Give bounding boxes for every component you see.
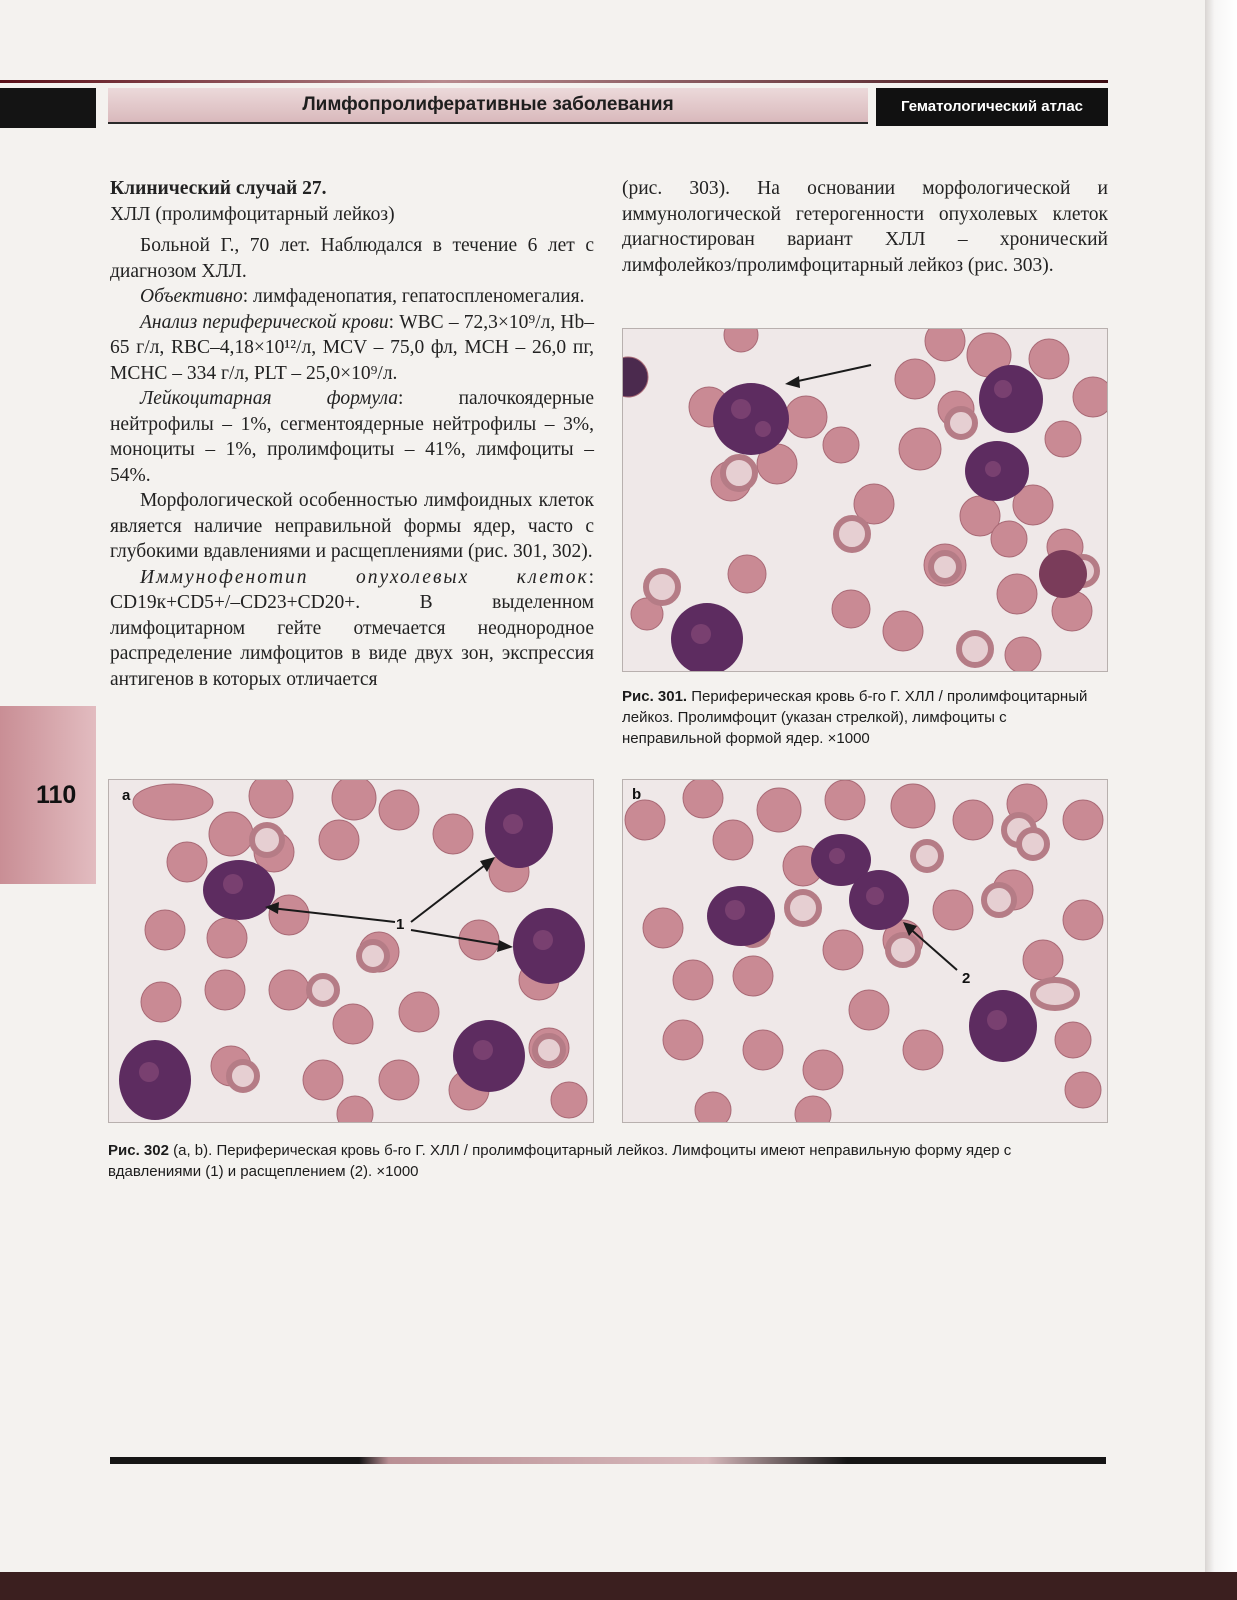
footer-rule [110,1457,1106,1464]
figure-301-caption-label: Рис. 301. [622,688,688,705]
immuno-label: Иммунофенотип опухолевых клеток [140,566,589,588]
scan-bottom-band [0,1572,1237,1600]
morphology-paragraph: Морфологической особенностью лимфоидных клеток является наличие неправильной формы ядер, часто с глубокими вдавлениями и расщеплениями (рис. 301, 302). [110,490,594,562]
figure-302a-panel-label: a [122,787,131,804]
immuno-text: : CD19к+CD5+/–CD23+CD20+. В выделенном лимфоцитарном гейте отмечается неоднородное распределение лимфоцитов в виде двух зон, экспрессия антигенов в которых отличается [110,566,594,690]
figure-301-caption [622,686,1108,749]
case-title: Клинический случай 27. [110,178,327,199]
immuno-paragraph [110,565,594,693]
right-paragraph: (рис. 303). На основании морфологической и иммунологической гетерогенности опухолевых клеток диагностирован вариант ХЛЛ – хронический лимфолейкоз/пролимфоцитарный лейкоз (рис. 303). [622,178,1108,276]
formula-label: Лейкоцитарная формула [140,388,398,409]
figure-302b-arrow-label: 2 [962,970,971,987]
objective-paragraph [110,284,594,310]
figure-302b-panel-label: b [632,786,642,803]
figure-302-caption-text: (a, b). Периферическая кровь б-го Г. ХЛЛ / пролимфоцитарный лейкоз. Лимфоциты имеют неправильную форму ядер с вдавлениями (1) и расщеплением (2). ×1000 [108,1142,1012,1180]
formula-text: : палочкоядерные нейтрофилы – 1%, сегментоядерные нейтрофилы – 3%, моноциты – 1%, пролимфоциты – 41%, лимфоциты – 54%. [110,388,594,486]
figure-302a-arrow-label: 1 [396,916,405,933]
objective-label: Объективно [140,286,243,307]
blood-smear-302a [109,780,593,1122]
page-number: 110 [36,781,77,809]
right-column [622,176,1108,278]
figure-301-micrograph [622,328,1108,672]
figure-302-caption-label: Рис. 302 [108,1142,169,1159]
book-title: Гематологический атлас [876,88,1108,126]
objective-text: : лимфаденопатия, гепатоспленомегалия. [242,286,585,307]
figure-302a-micrograph [108,779,594,1123]
page-edge [1205,0,1237,1600]
header-rule [108,122,868,124]
blood-smear-301 [623,329,1107,671]
figure-302b-micrograph [622,779,1108,1123]
patient-paragraph: Больной Г., 70 лет. Наблюдался в течение 6 лет с диагнозом ХЛЛ. [110,235,594,282]
figure-302-caption [108,1140,1108,1182]
left-column [110,176,594,692]
formula-paragraph [110,386,594,488]
blood-paragraph [110,310,594,387]
blood-label: Анализ периферической крови [140,311,389,333]
header-rule-top [0,80,1108,83]
section-title: Лимфопролиферативные заболевания [108,88,868,122]
blood-smear-302b [623,780,1107,1122]
figure-301-caption-text: Периферическая кровь б-го Г. ХЛЛ / пролимфоцитарный лейкоз. Пролимфоцит (указан стрелкой), лимфоциты с неправильной формой ядер. ×1000 [622,688,1088,747]
header-black-block [0,88,96,128]
blood-text: : WBC – 72,3×10⁹/л, Hb–65 г/л, RBC–4,18×10¹²/л, MCV – 75,0 фл, MCH – 26,0 пг, MCHC – 334 г/л, PLT – 25,0×10⁹/л. [110,311,594,384]
diagnosis: ХЛЛ (пролимфоцитарный лейкоз) [110,203,395,225]
